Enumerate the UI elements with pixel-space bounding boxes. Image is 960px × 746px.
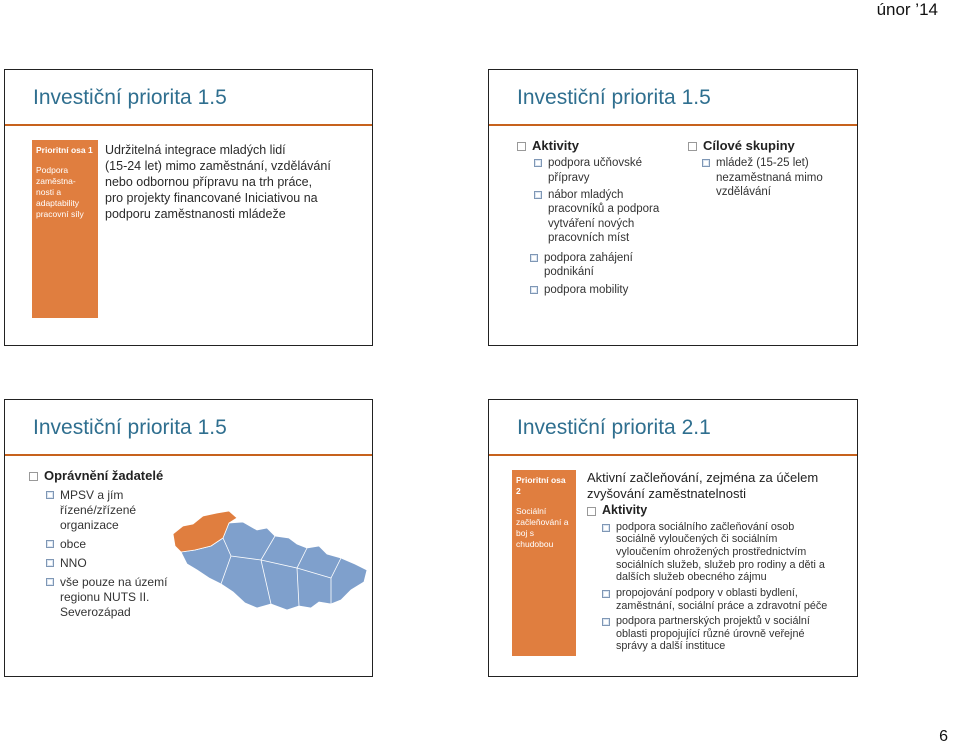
item-line: dalších služeb obecného zájmu <box>616 571 767 584</box>
eligible-applicants <box>29 468 179 620</box>
text-line: (15-24 let) mimo zaměstnání, vzdělávání <box>105 158 331 173</box>
list-item <box>44 537 179 552</box>
list-item <box>44 575 179 620</box>
item-line: propojování podpory v oblasti bydlení, <box>616 586 798 599</box>
page-number: 6 <box>939 728 948 745</box>
activities-heading: Aktivity <box>587 503 855 519</box>
list-item <box>528 251 685 280</box>
text-line: nebo odbornou přípravu na trh práce, <box>105 174 313 189</box>
axis-line: pracovní síly <box>36 209 84 220</box>
axis-line: adaptability <box>36 198 80 209</box>
list-item <box>700 156 853 199</box>
title-rule <box>489 454 857 456</box>
item-line: správy a další instituce <box>616 640 726 653</box>
slide-title: Investiční priorita 1.5 <box>517 86 711 109</box>
item-line: sociálních služeb, služeb pro rodiny a děti a <box>616 558 825 571</box>
item-line: mládež (15-25 let) <box>716 157 809 170</box>
item-line: pracovníků a podpora <box>548 203 660 216</box>
slide-2 <box>488 69 858 346</box>
applicants-heading: Oprávnění žadatelé <box>29 468 179 484</box>
item-line: nezaměstnaná mimo <box>716 171 823 184</box>
axis-line: nosti a <box>36 187 62 198</box>
list-item <box>44 556 179 571</box>
item-line: podpora učňovské <box>548 157 642 170</box>
text-line: pro projekty financované Iniciativou na <box>105 190 318 205</box>
item-line: podpora partnerských projektů v sociální <box>616 615 810 628</box>
item-line: nábor mladých <box>548 189 624 201</box>
list-item <box>532 156 685 185</box>
text-line: Aktivní začleňování, zejména za účelem <box>587 470 819 485</box>
text-line: podporu zaměstnanosti mládeže <box>105 206 286 221</box>
title-rule <box>5 454 372 456</box>
priority-description <box>105 143 331 222</box>
list-item <box>600 615 855 653</box>
text-line: zvyšování zaměstnatelnosti <box>587 485 746 501</box>
item-line: vyloučením ohrožených prostřednictvím <box>616 546 807 559</box>
axis-title: Prioritní osa 1 <box>36 145 93 155</box>
text-line: Udržitelná integrace mladých lidí <box>105 143 286 157</box>
axis-line: Podpora <box>36 165 69 176</box>
item-line: oblasti propojující různé úrovně veřejné <box>616 627 805 640</box>
list-item <box>528 283 685 297</box>
item-line: podnikání <box>544 265 594 278</box>
item-line: vzdělávání <box>716 186 771 198</box>
axis-title: Prioritní osa 2 <box>516 475 566 497</box>
slide-title: Investiční priorita 2.1 <box>517 416 711 439</box>
slide-4 <box>488 399 858 677</box>
slide-1 <box>4 69 373 346</box>
item-line: podpora zahájení <box>544 251 633 264</box>
item-line: podpora mobility <box>544 284 629 297</box>
item-line: obce <box>60 537 87 552</box>
item-line: vše pouze na území <box>60 575 168 590</box>
title-rule <box>5 124 372 126</box>
item-line: vytváření nových <box>548 217 635 230</box>
list-item <box>44 488 179 533</box>
item-line: přípravy <box>548 171 590 184</box>
slide-title: Investiční priorita 1.5 <box>33 416 227 439</box>
target-groups-heading: Cílové skupiny <box>688 138 853 154</box>
list-item <box>532 188 685 246</box>
axis-line: chudobou <box>516 539 554 550</box>
slide-title: Investiční priorita 1.5 <box>33 86 227 109</box>
item-line: organizace <box>60 518 119 533</box>
priority-axis-box <box>512 470 576 656</box>
item-line: MPSV a jím <box>60 488 124 503</box>
item-line: regionu NUTS II. <box>60 590 150 605</box>
item-line: pracovních míst <box>548 232 630 245</box>
item-line: řízené/zřízené <box>60 503 137 518</box>
activities-column <box>517 138 685 298</box>
item-line: NNO <box>60 556 87 571</box>
priority-content <box>587 470 855 653</box>
item-line: sociálně vyloučených či sociálním <box>616 533 778 546</box>
item-line: podpora sociálního začleňování osob <box>616 520 795 533</box>
slide-3 <box>4 399 373 677</box>
target-groups-column <box>688 138 853 199</box>
axis-line: zaměstna- <box>36 176 76 187</box>
list-item <box>600 587 855 612</box>
axis-line: boj s <box>516 528 534 539</box>
list-item <box>600 521 855 584</box>
axis-line: Sociální <box>516 506 547 517</box>
header-date: únor ’14 <box>876 0 938 19</box>
item-line: Severozápad <box>60 605 131 620</box>
axis-line: začleňování a <box>516 517 569 528</box>
priority-axis-box <box>32 140 98 318</box>
main-text <box>587 470 855 501</box>
title-rule <box>489 124 857 126</box>
czech-regions-map <box>171 508 371 614</box>
activities-heading: Aktivity <box>517 138 685 154</box>
item-line: zaměstnání, sociální práce a zdravotní péče <box>616 599 828 612</box>
